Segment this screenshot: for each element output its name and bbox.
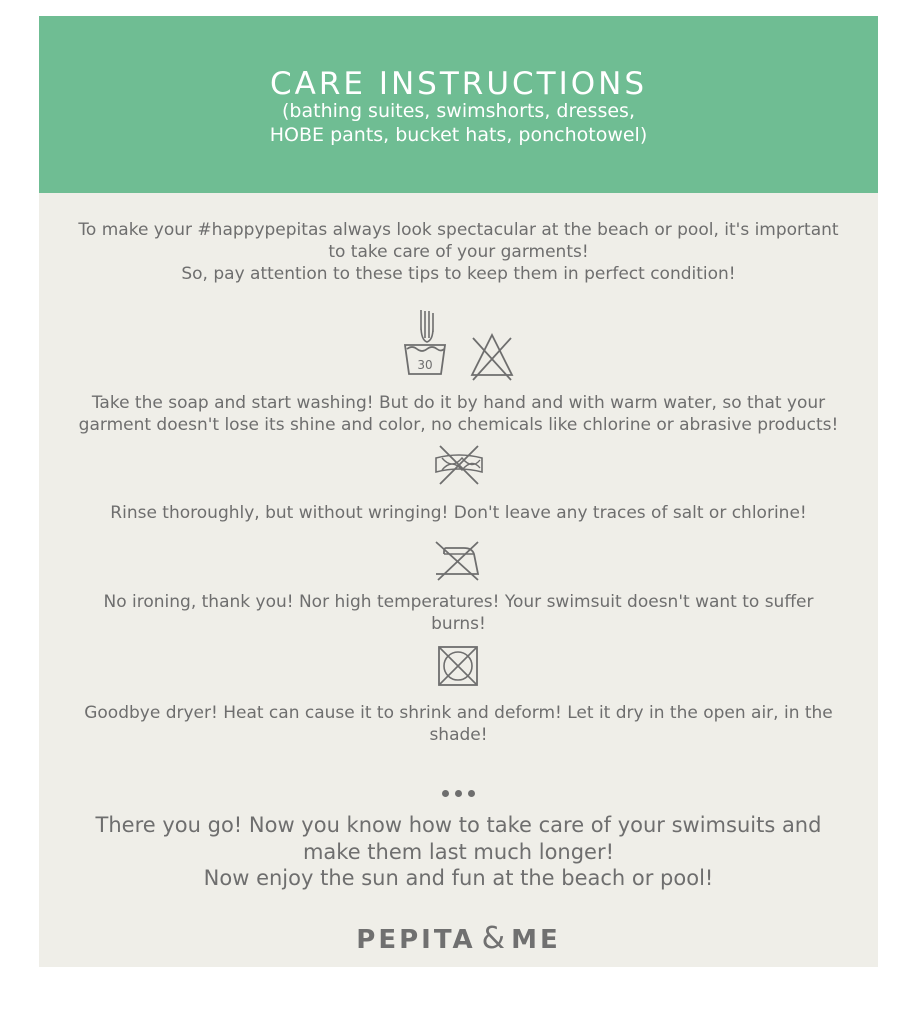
logo-ampersand: & [481,921,506,956]
intro-line-2: to take care of your garments! [328,242,589,262]
closing-line-3: Now enjoy the sun and fun at the beach or pool! [203,866,714,890]
subtitle-line-2: HOBE pants, bucket hats, ponchotowel) [269,124,648,146]
page-title: CARE INSTRUCTIONS [270,66,647,102]
header-banner [39,16,878,193]
hand-wash-30-icon [401,308,449,378]
ellipsis-divider [39,782,878,801]
care-card [39,16,878,967]
step-1-line-2: garment doesn't lose its shine and color, no chemicals like chlorine or abrasive products! [78,415,839,435]
intro-line-3: So, pay attention to these tips to keep them in perfect condition! [181,264,736,284]
logo-right-text: ME [511,925,561,955]
step-2-line-1: Rinse thoroughly, but without wringing! Don't leave any traces of salt or chlorine! [110,503,807,523]
closing-line-2: make them last much longer! [302,840,615,864]
subtitle-line-1: (bathing suites, swimshorts, dresses, [282,100,635,122]
closing-line-1: There you go! Now you know how to take care of your swimsuits and [95,813,822,837]
step-4-line-1: Goodbye dryer! Heat can cause it to shrink and deform! Let it dry in the open air, in the [84,703,833,723]
do-not-iron-icon [432,540,482,582]
step-3-line-2: burns! [431,614,486,634]
step-1-line-1: Take the soap and start washing! But do it by hand and with warm water, so that your [91,393,826,413]
do-not-wring-icon [432,444,486,486]
wash-temp-label: 30 [417,358,433,372]
no-bleach-icon [469,332,515,382]
logo-left-text: PEPITA [356,925,476,955]
step-3-line-1: No ironing, thank you! Nor high temperatures! Your swimsuit doesn't want to suffer [103,592,814,612]
step-4-line-2: shade! [429,725,488,745]
brand-logo [39,921,878,956]
do-not-tumble-dry-icon [437,644,479,688]
intro-line-1: To make your #happypepitas always look spectacular at the beach or pool, it's important [78,220,839,240]
